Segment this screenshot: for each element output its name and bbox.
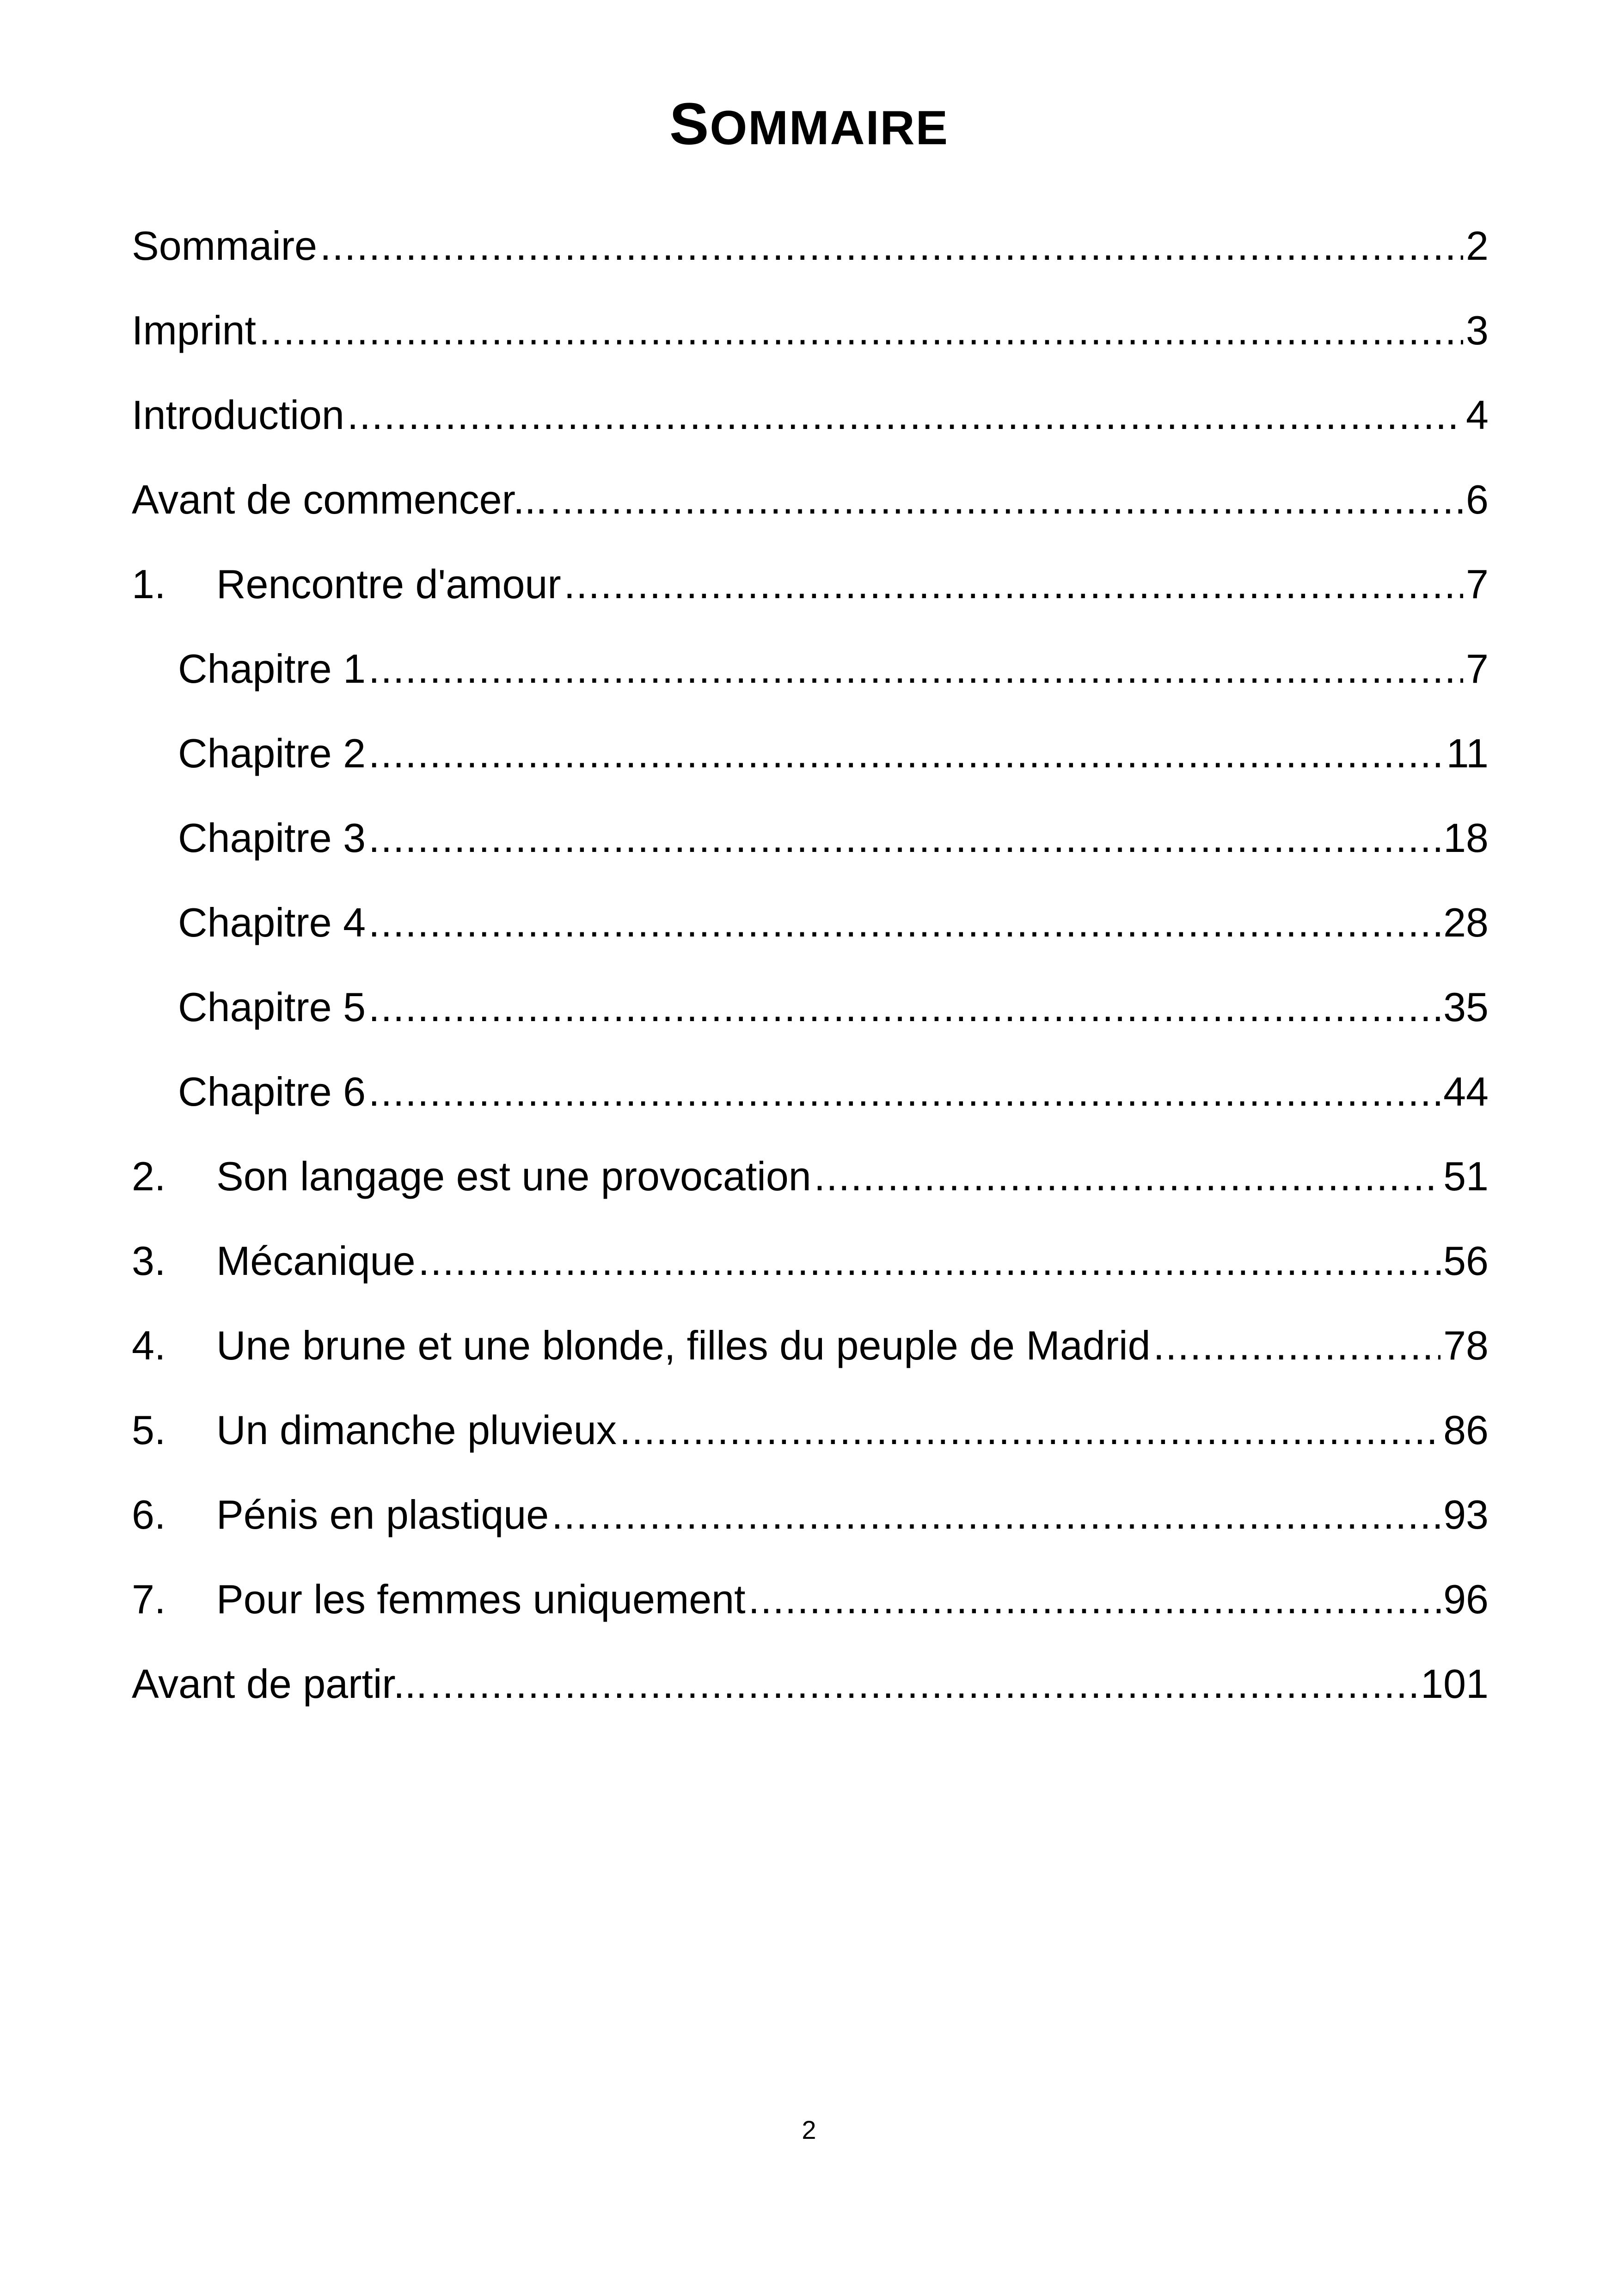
toc-entry-page: 6 [1466, 476, 1489, 522]
toc-entry-page: 101 [1421, 1660, 1489, 1707]
toc-dot-leader [550, 479, 1463, 520]
toc-entry-number: 4. [132, 1322, 166, 1368]
toc-dot-leader [418, 1241, 1441, 1281]
toc-entry-label: Imprint [132, 307, 256, 353]
toc-dot-leader [259, 310, 1463, 351]
toc-dot-leader [748, 1579, 1441, 1620]
toc-entry-page: 3 [1466, 307, 1489, 353]
toc-entry-page: 51 [1443, 1153, 1489, 1199]
toc-dot-leader [368, 987, 1440, 1028]
toc-entry[interactable] [132, 1388, 1489, 1472]
toc-dot-leader [368, 902, 1440, 943]
toc-entry-page: 35 [1443, 984, 1489, 1030]
toc-entry[interactable] [132, 1049, 1489, 1134]
toc-entry[interactable] [132, 796, 1489, 880]
toc-entry-page: 11 [1446, 730, 1489, 776]
toc-entry[interactable] [132, 1641, 1489, 1726]
toc-entry-number: 5. [132, 1407, 166, 1453]
title-rest: OMMAIRE [710, 101, 949, 155]
toc-entry-label: Chapitre 6 [178, 1068, 366, 1114]
toc-entry[interactable] [132, 1303, 1489, 1388]
toc-entry[interactable] [132, 880, 1489, 965]
toc-entry-number: 2. [132, 1153, 166, 1199]
toc-entry-page: 44 [1443, 1068, 1489, 1114]
toc-entry-page: 7 [1466, 561, 1489, 607]
toc-entry-page: 86 [1443, 1407, 1489, 1453]
toc-dot-leader [368, 1071, 1440, 1112]
toc-dot-leader [430, 1664, 1418, 1704]
toc-entry-page: 2 [1466, 222, 1489, 269]
toc-dot-leader [368, 649, 1463, 689]
title-initial: S [669, 91, 710, 157]
toc-entry-label: Chapitre 2 [178, 730, 366, 776]
page-number: 2 [802, 2115, 816, 2144]
toc-entry-page: 78 [1443, 1322, 1489, 1368]
toc-entry-label: Avant de commencer... [132, 476, 547, 522]
toc-entry-label: Chapitre 4 [178, 899, 366, 945]
toc-entry-page: 18 [1443, 814, 1489, 861]
toc-entry-label: Chapitre 5 [178, 984, 366, 1030]
toc-dot-leader [552, 1494, 1440, 1535]
toc-entry-label: Une brune et une blonde, filles du peuple de Madrid [216, 1322, 1151, 1368]
toc-entry[interactable] [132, 1134, 1489, 1218]
toc-entry[interactable] [132, 965, 1489, 1049]
toc-entry-label: Introduction [132, 392, 344, 438]
toc-entry-label: Chapitre 1 [178, 645, 366, 692]
toc-entry[interactable] [132, 203, 1489, 288]
toc-entry-number: 1. [132, 561, 166, 607]
toc-dot-leader [368, 818, 1440, 858]
toc-entry-number: 3. [132, 1237, 166, 1284]
toc-entry[interactable] [132, 288, 1489, 373]
toc-entry-number: 7. [132, 1576, 166, 1622]
toc-entry-number: 6. [132, 1491, 166, 1537]
toc-dot-leader [347, 395, 1463, 435]
toc-dot-leader [619, 1410, 1440, 1451]
toc-dot-leader [368, 733, 1444, 774]
toc-entry-page: 7 [1466, 645, 1489, 692]
toc-entry-page: 96 [1443, 1576, 1489, 1622]
toc-entry[interactable] [132, 711, 1489, 796]
toc-entry-label: Pénis en plastique [216, 1491, 549, 1537]
toc-entry-page: 4 [1466, 392, 1489, 438]
toc-entry-label: Mécanique [216, 1237, 416, 1284]
toc-entry[interactable] [132, 542, 1489, 626]
toc-dot-leader [320, 226, 1463, 266]
toc-entry-label: Rencontre d'amour [216, 561, 561, 607]
toc-entry-label: Pour les femmes uniquement [216, 1576, 746, 1622]
toc-entry[interactable] [132, 1557, 1489, 1641]
toc-entry[interactable] [132, 1218, 1489, 1303]
toc-entry-label: Sommaire [132, 222, 317, 269]
page-title [0, 90, 1618, 158]
toc-dot-leader [814, 1156, 1440, 1197]
toc-entry[interactable] [132, 373, 1489, 457]
toc-entry-label: Avant de partir... [132, 1660, 428, 1707]
toc-entry[interactable] [132, 1472, 1489, 1557]
toc-dot-leader [1153, 1325, 1441, 1366]
toc-entry[interactable] [132, 457, 1489, 542]
toc-entry-label: Un dimanche pluvieux [216, 1407, 617, 1453]
toc-entry-page: 93 [1443, 1491, 1489, 1537]
table-of-contents [132, 203, 1489, 1726]
toc-entry-page: 28 [1443, 899, 1489, 945]
toc-entry-label: Son langage est une provocation [216, 1153, 811, 1199]
toc-entry[interactable] [132, 626, 1489, 711]
toc-entry-page: 56 [1443, 1237, 1489, 1284]
toc-dot-leader [564, 564, 1463, 605]
toc-entry-label: Chapitre 3 [178, 814, 366, 861]
